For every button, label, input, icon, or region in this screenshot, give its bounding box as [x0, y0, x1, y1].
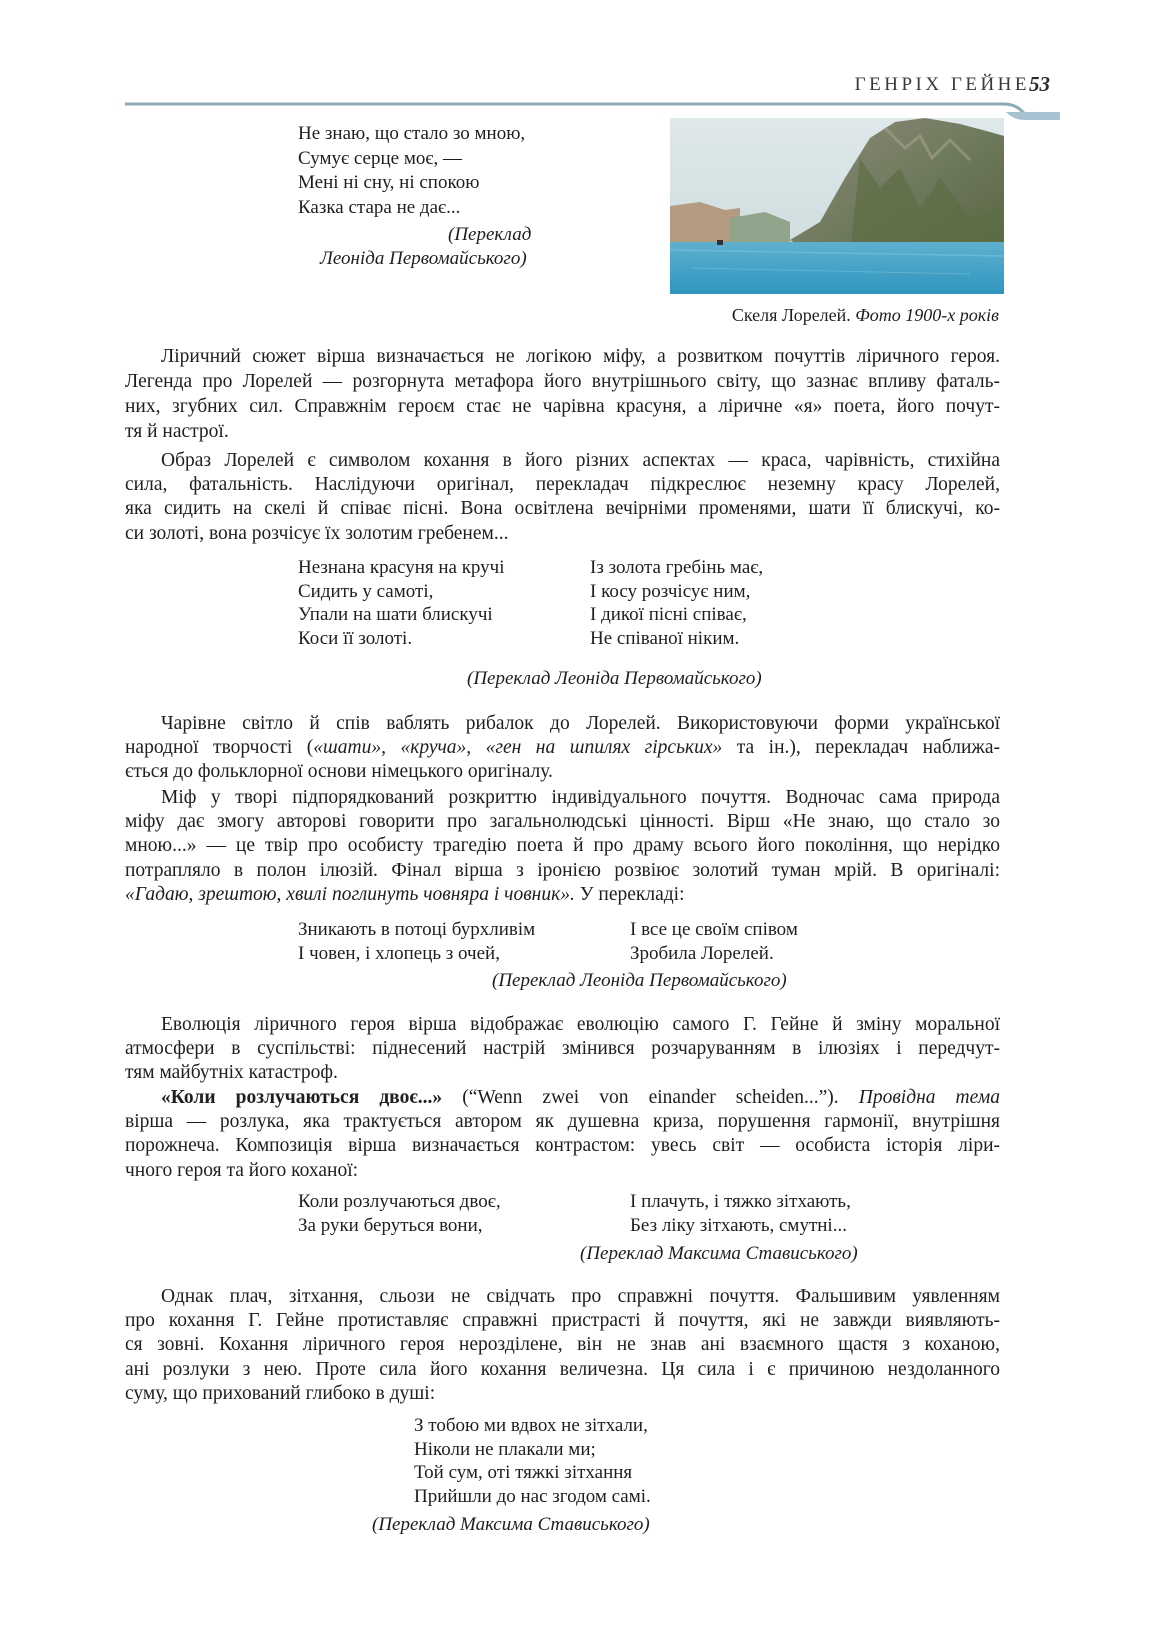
page-number: 53	[1029, 72, 1050, 96]
paragraph: Міф у творі підпорядкований розкриттю індивідуального почуття. Водночас сама природа міфу дає змогу авторові говорити про загальнолюдські цінності. Вірш «Не знаю, що стало зо мною...» — це твір про особисту трагедію поета й про драму всього його покоління, що нерідко потрапляло в полон ілюзій. Фінал вірша з іронією розвіює золотий туман мрій. В оригіналі: «Гадаю, зрештою, хвилі поглинуть човняра і човник». У перекладі:	[125, 787, 1000, 905]
translation-credit: (Переклад	[448, 224, 532, 245]
paragraph: Еволюція ліричного героя вірша відображає еволюцію самого Г. Гейне й зміну моральної атмосфери в суспільстві: піднесений настрій змінився розчаруванням в ілюзіях і передчут- тям майбутніх катастроф.	[125, 1014, 1000, 1084]
paragraph: Чарівне світло й спів ваблять рибалок до Лорелей. Використовуючи форми української народної творчості («шати», «круча», «ген на шпилях гірських» та ін.), перекладач наближа- ється до фольклорної основи німецького оригіналу.	[125, 713, 1000, 783]
paragraph: Однак плач, зітхання, сльози не свідчать про справжні почуття. Фальшивим уявленням про кохання Г. Гейне протиставляє справжні пристрасті й почуття, які не завжди виявляють- ся зовні. Кохання ліричного героя нерозділене, він не знав ані взаємного щастя з коханою, ані розлуки з нею. Проте сила його кохання величезна. Ця сила і є причиною нездоланного суму, що прихований глибоко в душі:	[125, 1286, 1000, 1404]
verse-line: Сидить у самоті,	[298, 580, 434, 602]
verse-line: За руки беруться вони,	[298, 1214, 483, 1236]
page-header	[0, 0, 1162, 130]
verse-line: І все це своїм співом	[630, 919, 798, 940]
translation-credit: (Переклад Леоніда Первомайського)	[467, 668, 762, 689]
poem-stanza-right	[630, 1190, 851, 1237]
paragraph: «Коли розлучаються двоє...» (“Wenn zwei von einander scheiden...”). Провідна тема вірша — розлука, яка трактується автором як душевна криза, порушення гармонії, внутрішня порожнеча. Композиція вірша визначається контрастом: увесь світ — особиста історія ліри- чного героя та його коханої:	[125, 1087, 1000, 1181]
verse-line: Упали на шати блискучі	[298, 604, 493, 625]
verse-line: Прийшли до нас згодом самі.	[414, 1485, 651, 1507]
translation-credit: Леоніда Первомайського)	[320, 248, 527, 269]
running-title: ГЕНРІХ ГЕЙНЕ	[854, 74, 1030, 95]
verse-line: З тобою ми вдвох не зітхали,	[414, 1415, 648, 1436]
verse-line: Зробила Лорелей.	[630, 942, 774, 964]
verse-line: Не знаю, що стало зо мною,	[298, 123, 526, 144]
translation-credit: (Переклад Максима Стависького)	[580, 1243, 858, 1264]
verse-line: Не співаної ніким.	[590, 627, 740, 649]
verse-line: Незнана красуня на кручі	[298, 557, 505, 578]
poem-stanza-right	[590, 556, 763, 650]
poem-stanza-right	[630, 918, 798, 965]
loreley-rock-photo	[670, 118, 1004, 294]
photo-caption: Скеля Лорелей. Фото 1900-х років	[731, 305, 999, 325]
paragraph: Образ Лорелей є символом кохання в його різних аспектах — краса, чарівність, стихійна сила, фатальність. Наслідуючи оригінал, перекладач підкреслює неземну красу Лорелей, яка сидить на скелі й співає пісні. Вона освітлена вечірніми променями, шати її блискучі, ко- си золоті, вона розчісує їх золотим гребенем...	[125, 450, 1000, 544]
verse-line: І дикої пісні співає,	[590, 604, 747, 625]
translation-credit: (Переклад Леоніда Первомайського)	[492, 970, 787, 991]
translation-credit: (Переклад Максима Стависького)	[372, 1514, 650, 1535]
verse-line: І косу розчісує ним,	[590, 580, 751, 602]
verse-line: Казка стара не дає...	[298, 196, 461, 218]
verse-line: Без ліку зітхають, смутні...	[630, 1214, 847, 1236]
verse-line: Ніколи не плакали ми;	[414, 1438, 596, 1460]
poem-stanza-5	[414, 1414, 651, 1508]
poem-stanza-left	[298, 1190, 501, 1237]
verse-line: Мені ні сну, ні спокою	[298, 172, 480, 193]
paragraph: Ліричний сюжет вірша визначається не логікою міфу, а розвитком почуттів ліричного героя. Легенда про Лорелей — розгорнута метафора його внутрішнього світу, що зазнає впливу фаталь- них, згубних сил. Справжнім героєм стає не чарівна красуня, а ліричне «я» поета, його почут- тя й настрої.	[125, 346, 1000, 442]
verse-line: Коси її золоті.	[298, 627, 413, 649]
verse-line: Той сум, оті тяжкі зітхання	[414, 1462, 633, 1483]
poem-stanza-left	[298, 556, 505, 650]
poem-stanza-1	[298, 122, 525, 220]
verse-line: Сумує серце моє, —	[298, 147, 463, 169]
header-rule	[0, 0, 1162, 130]
verse-line: І плачуть, і тяжко зітхають,	[630, 1191, 851, 1212]
verse-line: Зникають в потоці бурхливім	[298, 919, 536, 940]
verse-line: Із золота гребінь має,	[590, 557, 764, 578]
verse-line: Коли розлучаються двоє,	[298, 1191, 501, 1212]
poem-stanza-left	[298, 918, 535, 965]
verse-line: І човен, і хлопець з очей,	[298, 942, 500, 964]
